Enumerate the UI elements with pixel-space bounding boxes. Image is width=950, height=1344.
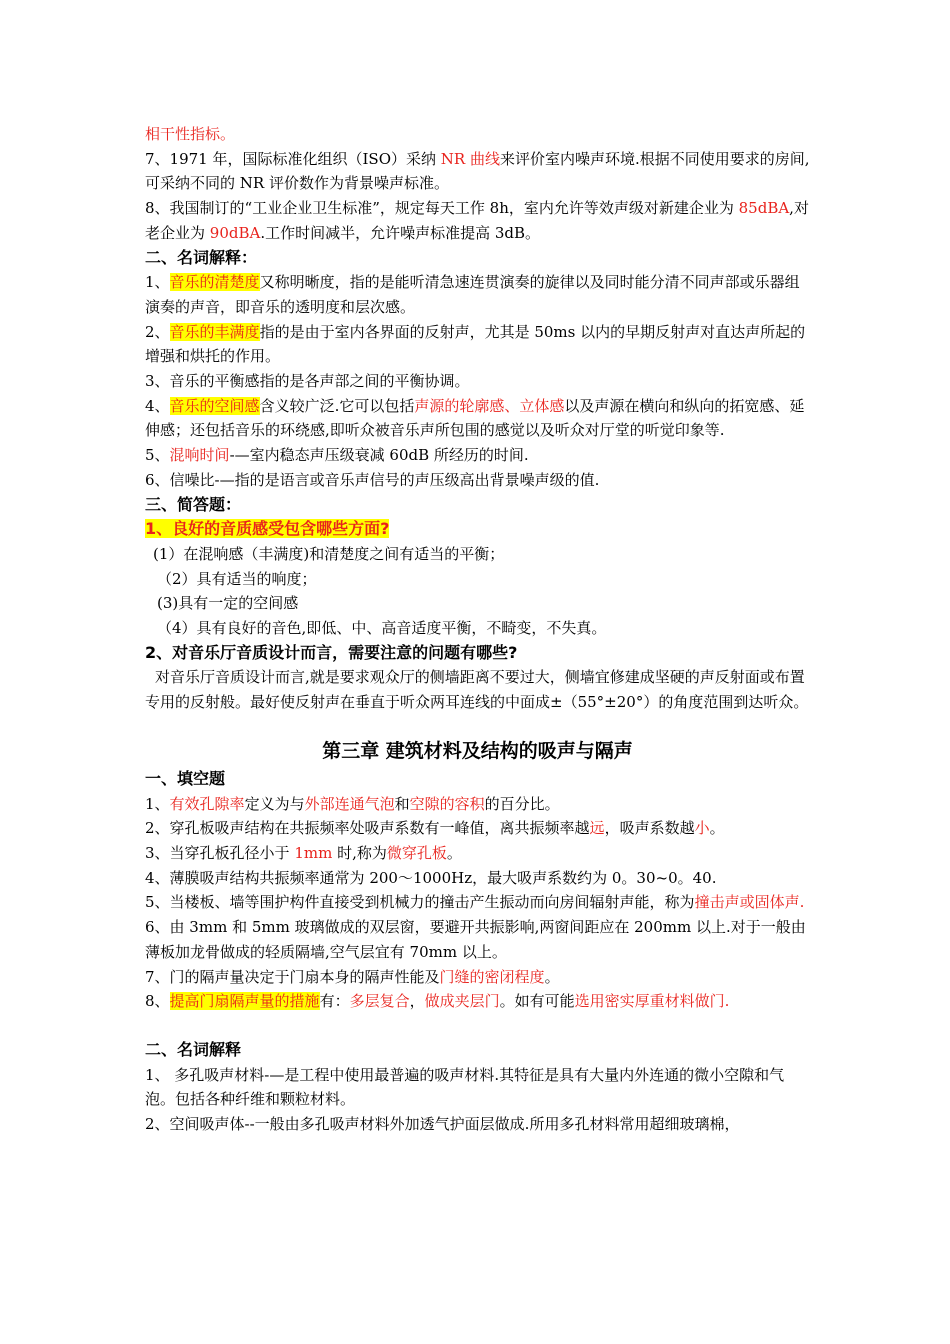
text-highlight: 音乐的空间感 [169, 396, 260, 415]
term-2 [145, 320, 810, 369]
definition-2: 2、空间吸声体--一般由多孔吸声材料外加透气护面层做成.所用多孔材料常用超细玻璃棉， [145, 1115, 740, 1134]
spacer [145, 1014, 810, 1038]
text: -—室内稳态声压级衰减 60dB 所经历的时间. [229, 446, 529, 465]
text: 3、当穿孔板孔径小于 [145, 843, 295, 862]
term-1 [145, 270, 810, 319]
text-red: 90dBA [209, 223, 261, 242]
text: 5、当楼板、墙等围护构件直接受到机械力的撞击产生振动而向房间辐射声能，称为 [145, 893, 695, 912]
text: 1、 [145, 794, 170, 813]
text: 5、 [145, 446, 170, 465]
text: 有： [319, 992, 350, 1011]
text: 指的是由于室内各界面的反射声，尤其是 50ms 以内的早期反射声对直达声所起的增强和烘托的作用。 [145, 322, 806, 366]
text-red: 小 [694, 819, 710, 838]
text-red: 门缝的密闭程度 [439, 967, 545, 986]
fill-8 [145, 989, 810, 1014]
fill-6: 6、由 3mm 和 5mm 玻璃做成的双层窗，要避开共振影响,两窗间距应在 200mm 以上.对于一般由薄板加龙骨做成的轻质隔墙,空气层宜有 70mm 以上。 [145, 918, 806, 961]
text: 。 [544, 967, 560, 986]
section-heading: 一、填空题 [145, 768, 226, 788]
text: ，吸声系数越 [604, 819, 695, 838]
text: 又称明晰度，指的是能听清急速连贯演奏的旋律以及同时能分清不同声部或乐器组演奏的声音，即音乐的透明度和层次感。 [145, 273, 800, 316]
term-3: 3、音乐的平衡感指的是各声部之间的平衡协调。 [145, 372, 470, 391]
document-page [145, 122, 810, 1137]
text-red: 空隙的容积 [409, 794, 485, 813]
question-2: 2、对音乐厅音质设计而言，需要注意的问题有哪些? [145, 642, 518, 662]
section-heading: 二、名词解释： [145, 247, 258, 267]
line-continuation [145, 122, 810, 147]
fill-1 [145, 792, 810, 817]
term-5 [145, 443, 810, 468]
text-red: 有效孔隙率 [169, 794, 245, 813]
text-red: NR 曲线 [440, 149, 500, 168]
chapter-title: 第三章 建筑材料及结构的吸声与隔声 [322, 739, 633, 762]
text-highlight: 音乐的丰满度 [169, 322, 260, 341]
text-red: 相干性指标。 [145, 125, 236, 143]
text: 以及声源在横向和纵向的拓宽感、延伸感；还包括音乐的环绕感,即听众被音乐声所包围的感觉以及听众对厅堂的听觉印象等. [145, 396, 805, 440]
text: 含义较广泛.它可以包括 [259, 396, 415, 415]
text-red: 多层复合 [349, 992, 410, 1011]
text: 8、我国制订的“工业企业卫生标准”，规定每天工作 8h，室内允许等效声级对新建企业为 [145, 199, 739, 218]
paragraph-7 [145, 147, 810, 196]
text: 。 [709, 819, 725, 838]
text: 和 [394, 794, 410, 813]
text-highlight: 提高门扇隔声量的措施 [169, 992, 320, 1011]
text: 2、 [145, 322, 170, 341]
fill-2 [145, 816, 810, 841]
text: 的百分比。 [484, 794, 560, 813]
answer-item: (1）在混响感（丰满度)和清楚度之间有适当的平衡； [153, 544, 505, 563]
text: 时,称为 [332, 843, 387, 862]
fill-3 [145, 841, 810, 866]
text-red: 混响时间 [169, 446, 230, 465]
answer-paragraph: 对音乐厅音质设计而言,就是要求观众厅的侧墙距离不要过大，侧墙宜修建成坚硬的声反射面或布置专用的反射般。最好使反射声在垂直于听众两耳连线的中面成±（55°±20°）的角度范围到达听众。 [145, 668, 809, 712]
text-red: 外部连通气泡 [304, 794, 395, 813]
text-highlight: 1、良好的音质感受包含哪些方面? [145, 519, 390, 539]
text: 。如有可能 [499, 992, 575, 1011]
fill-5 [145, 890, 810, 915]
text-red: 撞击声或固体声. [694, 893, 805, 912]
definition-1: 1、 多孔吸声材料-—是工程中使用最普遍的吸声材料.其特征是具有大量内外连通的微小空隙和气泡。包括各种纤维和颗粒材料。 [145, 1065, 785, 1109]
text: 来评价室内噪声环境.根据不同使用要求的房间,可采纳不同的 NR 评价数作为背景噪声标准。 [145, 149, 810, 193]
text-red: 选用密实厚重材料做门. [574, 992, 730, 1011]
fill-7 [145, 965, 810, 990]
text-red: 微穿孔板 [386, 843, 447, 862]
text: 8、 [145, 992, 170, 1011]
text: .工作时间减半，允许噪声标准提高 3dB。 [260, 223, 541, 242]
text: 2、穿孔板吸声结构在共振频率处吸声系数有一峰值，离共振频率越 [145, 819, 590, 838]
answer-item: （4）具有良好的音色,即低、中、高音适度平衡，不畸变，不失真。 [157, 619, 607, 638]
text-red: 1mm [294, 843, 333, 862]
question-1 [145, 517, 810, 542]
text: 1、 [145, 273, 170, 292]
section-heading: 二、名词解释 [145, 1039, 242, 1059]
text-red: 远 [589, 819, 605, 838]
text-red: 85dBA [738, 199, 790, 218]
text: 7、1971 年，国际标准化组织（ISO）采纳 [145, 149, 441, 168]
fill-4: 4、薄膜吸声结构共振频率通常为 200～1000Hz，最大吸声系数约为 0。30~0。40. [145, 868, 717, 887]
section-heading: 三、简答题： [145, 494, 242, 514]
text: 7、门的隔声量决定于门扇本身的隔声性能及 [145, 967, 440, 986]
text: 4、 [145, 396, 170, 415]
text-red: 做成夹层门 [424, 992, 500, 1011]
text: 。 [446, 843, 462, 862]
answer-item: （2）具有适当的响度； [157, 569, 317, 588]
text-highlight: 音乐的清楚度 [169, 273, 260, 292]
term-4 [145, 394, 810, 443]
text: ， [409, 992, 425, 1011]
text-red: 声源的轮廓感、立体感 [414, 396, 565, 415]
term-6: 6、信噪比-—指的是语言或音乐声信号的声压级高出背景噪声级的值. [145, 470, 600, 489]
paragraph-8 [145, 196, 810, 245]
text: 定义为与 [244, 794, 305, 813]
answer-item: (3)具有一定的空间感 [157, 594, 299, 613]
text: ,对老企业为 [145, 199, 809, 242]
